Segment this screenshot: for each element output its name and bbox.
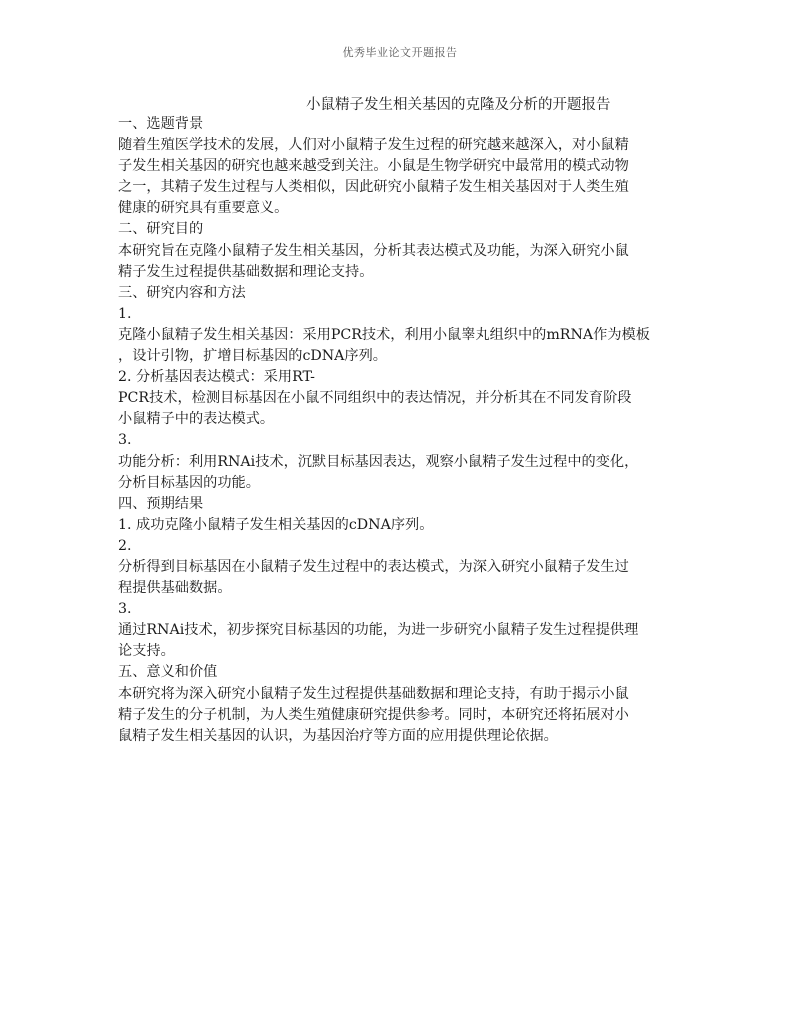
- body-line: 分析目标基因的功能。: [118, 474, 260, 491]
- body-line: 功能分析：利用RNAi技术，沉默目标基因表达，观察小鼠精子发生过程中的变化，: [118, 453, 639, 470]
- document-body: [118, 114, 688, 747]
- document-title: 小鼠精子发生相关基因的克隆及分析的开题报告: [306, 97, 611, 113]
- body-line: 随着生殖医学技术的发展，人们对小鼠精子发生过程的研究越来越深入，对小鼠精: [118, 137, 629, 154]
- body-line: 程提供基础数据。: [118, 580, 232, 597]
- body-line: 本研究将为深入研究小鼠精子发生过程提供基础数据和理论支持，有助于揭示小鼠: [118, 685, 629, 702]
- section-heading: 五、意义和价值: [118, 664, 218, 681]
- body-line: 子发生相关基因的研究也越来越受到关注。小鼠是生物学研究中最常用的模式动物: [118, 158, 629, 175]
- body-line: 小鼠精子中的表达模式。: [118, 411, 275, 428]
- section-heading: 二、研究目的: [118, 221, 204, 238]
- section-heading: 一、选题背景: [118, 116, 204, 132]
- list-number: 3.: [118, 601, 132, 618]
- body-line: 健康的研究具有重要意义。: [118, 200, 289, 217]
- body-line: 本研究旨在克隆小鼠精子发生相关基因，分析其表达模式及功能，为深入研究小鼠: [118, 242, 629, 259]
- body-line: 之一，其精子发生过程与人类相似，因此研究小鼠精子发生相关基因对于人类生殖: [118, 179, 629, 196]
- body-line: 鼠精子发生相关基因的认识，为基因治疗等方面的应用提供理论依据。: [118, 727, 558, 744]
- running-header: 优秀毕业论文开题报告: [342, 46, 458, 59]
- section-heading: 三、研究内容和方法: [118, 284, 246, 301]
- body-line: 2. 分析基因表达模式：采用RT-: [118, 369, 315, 386]
- list-number: 1.: [118, 305, 132, 322]
- body-line: 克隆小鼠精子发生相关基因：采用PCR技术，利用小鼠睾丸组织中的mRNA作为模板: [118, 326, 650, 343]
- body-line: PCR技术，检测目标基因在小鼠不同组织中的表达情况，并分析其在不同发育阶段: [118, 390, 632, 407]
- body-line: 精子发生的分子机制，为人类生殖健康研究提供参考。同时，本研究还将拓展对小: [118, 706, 629, 723]
- list-number: 2.: [118, 537, 132, 554]
- body-line: 通过RNAi技术，初步探究目标基因的功能，为进一步研究小鼠精子发生过程提供理: [118, 622, 639, 639]
- body-line: 分析得到目标基因在小鼠精子发生过程中的表达模式，为深入研究小鼠精子发生过: [118, 558, 629, 575]
- body-line: 论支持。: [118, 643, 175, 660]
- body-line: ，设计引物，扩增目标基因的cDNA序列。: [118, 348, 387, 365]
- body-line: 1. 成功克隆小鼠精子发生相关基因的cDNA序列。: [118, 516, 434, 533]
- list-number: 3.: [118, 432, 132, 449]
- body-line: 精子发生过程提供基础数据和理论支持。: [118, 263, 374, 280]
- section-heading: 四、预期结果: [118, 495, 204, 512]
